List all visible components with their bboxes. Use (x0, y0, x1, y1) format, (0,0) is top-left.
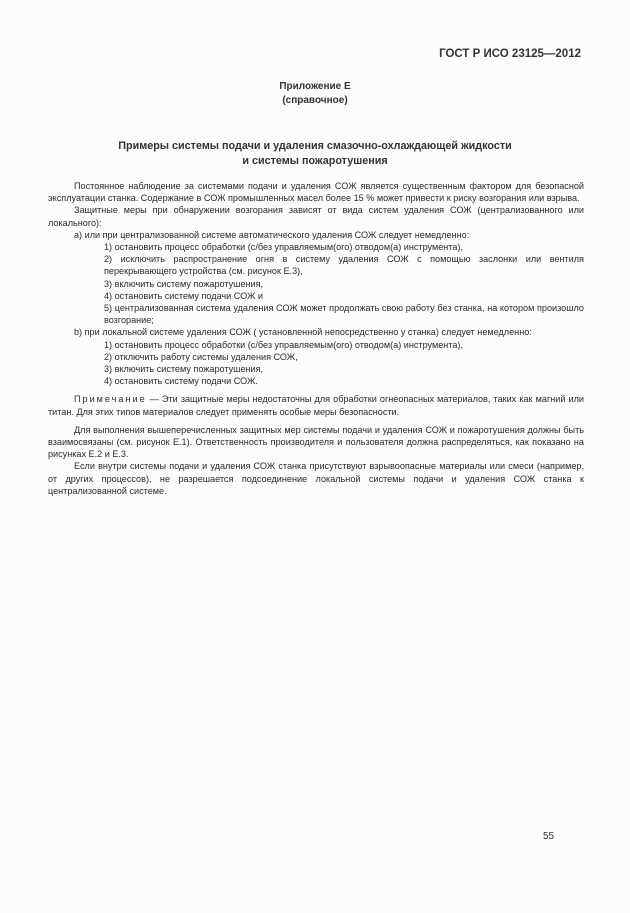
annex-title: Приложение Е (279, 81, 351, 92)
list-item-b-1: 1) остановить процесс обработки (с/без управляемым(ого) отводом(а) инструмента), (104, 339, 463, 350)
list-item-a-1: 1) остановить процесс обработки (с/без управляемым(ого) отводом(а) инструмента), (104, 242, 463, 253)
annex-heading (0, 80, 630, 108)
paragraph-explosive-materials: Если внутри системы подачи и удаления СОЖ станка присутствуют взрывоопасные материалы или смеси (например, от других процессов), не разрешается подсоединение локальной системы подачи и удаления СОЖ станка к централизованной системе. (48, 461, 584, 496)
annex-type: (справочное) (282, 95, 348, 106)
list-item-a-5: 5) централизованная система удаления СОЖ может продолжать свою работу без станка, на котором произошло возгорание; (104, 303, 584, 326)
body-text (48, 180, 584, 497)
note-label: Примечание (74, 394, 147, 405)
paragraph-protective-measures: Защитные меры при обнаружении возгорания зависят от вида систем удаления СОЖ (централизованного или локального): (48, 205, 584, 228)
page-number: 55 (543, 831, 555, 842)
list-item-a-2: 2) исключить распространение огня в систему удаления СОЖ с помощью заслонки или вентиля перекрывающего устройства (см. рисунок Е.3), (104, 254, 584, 277)
standard-designation: ГОСТ Р ИСО 23125—2012 (439, 48, 581, 60)
list-item-b-2: 2) отключить работу системы удаления СОЖ, (104, 351, 298, 362)
section-title (60, 139, 570, 169)
list-item-a: а) или при централизованной системе автоматического удаления СОЖ следует немедленно: (74, 229, 470, 240)
list-item-b-4: 4) остановить систему подачи СОЖ. (104, 376, 258, 387)
list-item-b: b) при локальной системе удаления СОЖ ( установленной непосредственно у станка) следует немедленно: (74, 327, 532, 338)
section-title-line-1: Примеры системы подачи и удаления смазочно-охлаждающей жидкости (118, 140, 512, 152)
list-item-a-3: 3) включить систему пожаротушения, (104, 278, 264, 289)
paragraph-interconnection: Для выполнения вышеперечисленных защитных мер системы подачи и удаления СОЖ и пожаротушения должны быть взаимосвязаны (см. рисунок Е.1). Ответственность производителя и пользователя должна распределяться, как показано на рисунках Е.2 и Е.3. (48, 424, 584, 460)
list-item-a-4: 4) остановить систему подачи СОЖ и (104, 290, 264, 301)
section-title-line-2: и системы пожаротушения (242, 155, 388, 167)
list-item-b-3: 3) включить систему пожаротушения, (104, 364, 264, 375)
note-text: — Эти защитные меры недостаточны для обработки огнеопасных материалов, таких как магний или титан. Для этих типов материалов следует применять особые меры безопасности. (48, 394, 585, 417)
paragraph-monitoring: Постоянное наблюдение за системами подачи и удаления СОЖ является существенным фактором для безопасной эксплуатации станка. Содержание в СОЖ промышленных масел более 15 % может привести к риску возгорания или взрыва. (48, 181, 584, 204)
note-paragraph (48, 393, 584, 417)
